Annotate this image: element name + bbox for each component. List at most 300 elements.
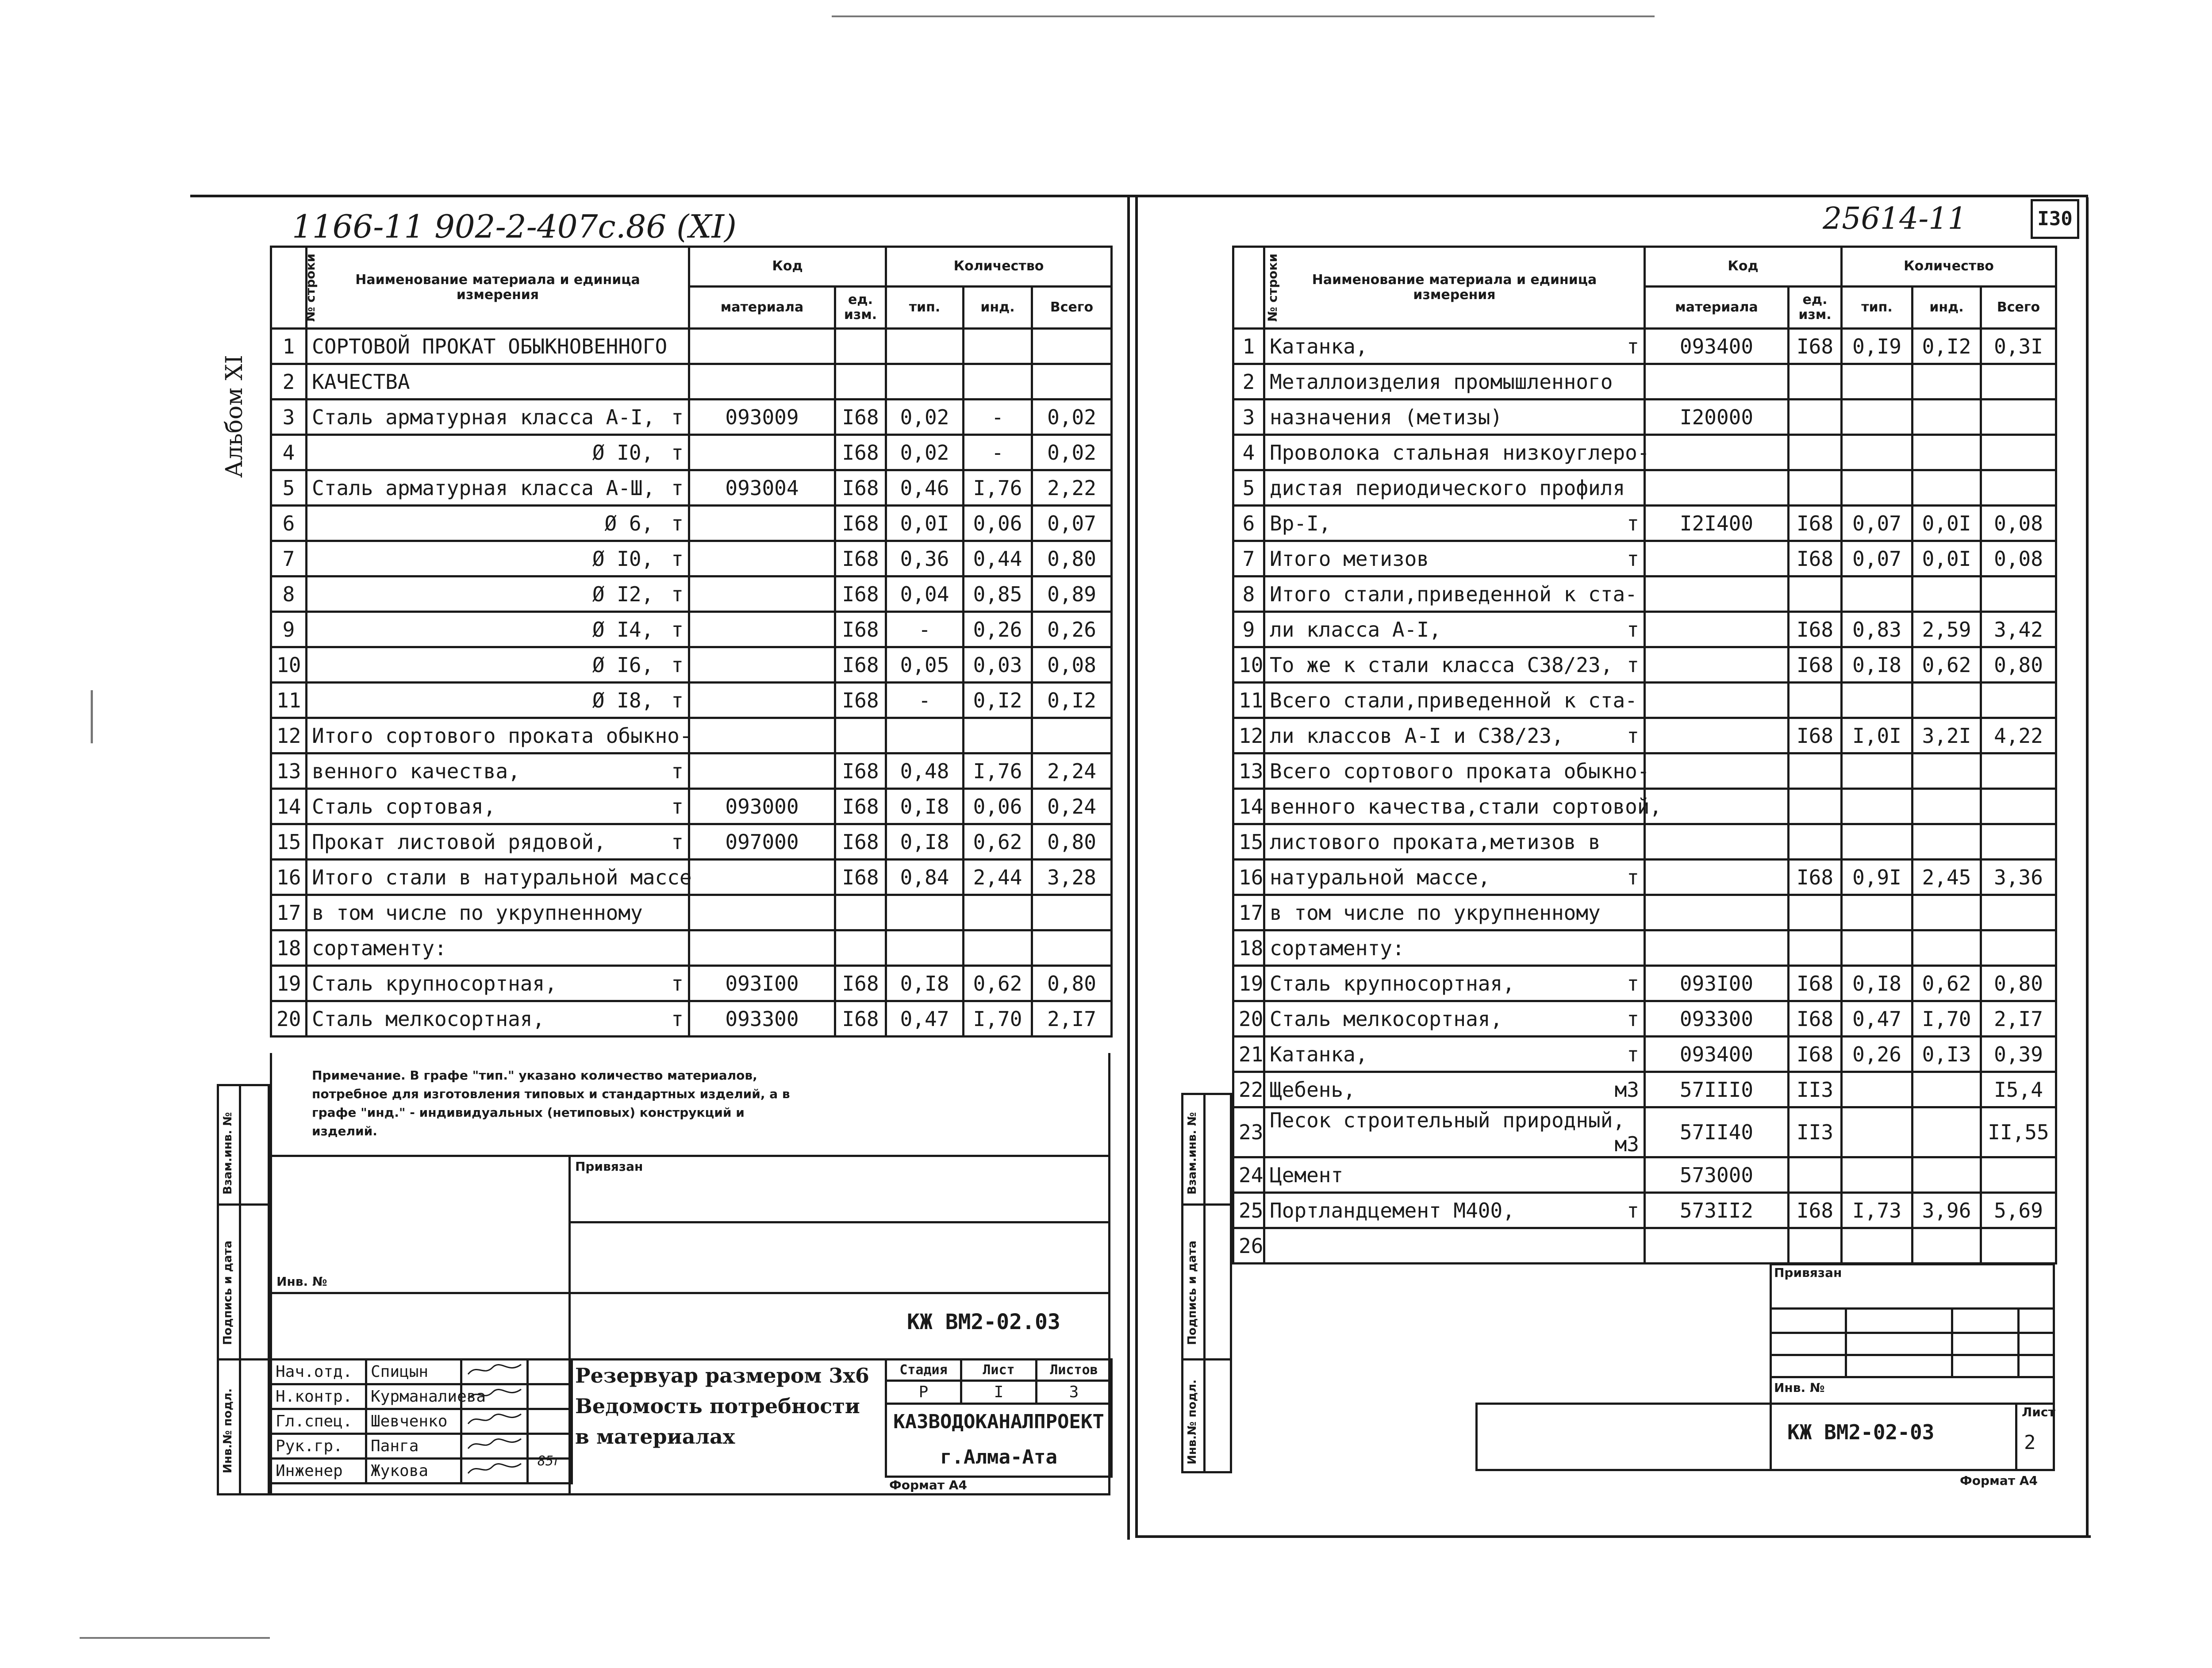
qty-total: II,55 bbox=[1981, 1107, 2056, 1157]
signature-person: Панга bbox=[366, 1434, 461, 1459]
material-name-text: Сталь крупносортная, bbox=[312, 971, 557, 995]
row-number: 9 bbox=[1233, 612, 1264, 647]
left-privyazan: Привязан bbox=[575, 1159, 643, 1174]
unit-code: I68 bbox=[1789, 541, 1842, 576]
material-unit: т bbox=[671, 546, 684, 571]
signature-person: Спицын bbox=[366, 1360, 461, 1384]
signature-mark bbox=[461, 1384, 528, 1409]
qty-ind bbox=[1912, 435, 1981, 470]
right-page-box: I30 bbox=[2031, 199, 2079, 239]
row-number: 1 bbox=[271, 329, 307, 364]
material-name-text: Вр-I, bbox=[1270, 511, 1331, 535]
qty-typ: 0,I8 bbox=[886, 966, 964, 1001]
material-unit: т bbox=[1627, 511, 1639, 535]
col-qty-ind: инд. bbox=[964, 287, 1032, 329]
qty-typ: 0,07 bbox=[1842, 506, 1912, 541]
material-name-text: натуральной массе, bbox=[1270, 865, 1490, 889]
material-name-text: Ø I8, bbox=[592, 688, 654, 712]
unit-code: I68 bbox=[835, 1001, 886, 1037]
material-name bbox=[307, 612, 689, 647]
signature-date-cell bbox=[528, 1360, 572, 1384]
material-code: 093300 bbox=[1645, 1001, 1789, 1037]
unit-code: I68 bbox=[1789, 860, 1842, 895]
qty-typ bbox=[1842, 824, 1912, 860]
material-unit: т bbox=[1627, 1007, 1639, 1031]
left-doc-code: КЖ ВМ2-02.03 bbox=[907, 1310, 1060, 1334]
row-number: 17 bbox=[271, 895, 307, 930]
unit-code bbox=[835, 718, 886, 753]
right-sidebar-inv: Инв.№ подл. bbox=[1186, 1379, 1199, 1464]
qty-total bbox=[1981, 753, 2056, 789]
qty-total bbox=[1032, 930, 1112, 966]
qty-ind bbox=[1912, 895, 1981, 930]
qty-typ: 0,47 bbox=[1842, 1001, 1912, 1037]
qty-typ bbox=[1842, 895, 1912, 930]
qty-total: 2,I7 bbox=[1032, 1001, 1112, 1037]
qty-typ bbox=[1842, 930, 1912, 966]
row-number: 14 bbox=[1233, 789, 1264, 824]
material-code bbox=[1645, 647, 1789, 683]
material-name-text: Всего стали,приведенной к ста- bbox=[1270, 688, 1637, 712]
qty-ind: I,70 bbox=[964, 1001, 1032, 1037]
material-code: 093300 bbox=[689, 1001, 835, 1037]
qty-ind bbox=[1912, 1107, 1981, 1157]
material-name-text: Ø I0, bbox=[592, 546, 654, 571]
qty-total bbox=[1981, 400, 2056, 435]
material-name bbox=[1264, 930, 1645, 966]
qty-total: 0,08 bbox=[1032, 647, 1112, 683]
material-name-text: СОРТОВОЙ ПРОКАТ ОБЫКНОВЕННОГО bbox=[312, 334, 668, 358]
material-unit: т bbox=[671, 759, 684, 783]
stage-value: Р bbox=[886, 1381, 961, 1404]
qty-ind bbox=[1912, 364, 1981, 400]
table-row bbox=[1233, 1228, 2056, 1264]
unit-code: I68 bbox=[835, 470, 886, 506]
org-name: КАЗВОДОКАНАЛПРОЕКТ bbox=[886, 1404, 1112, 1439]
row-number: 13 bbox=[271, 753, 307, 789]
qty-total bbox=[1032, 329, 1112, 364]
qty-typ bbox=[1842, 1072, 1912, 1107]
qty-ind: 0,I2 bbox=[1912, 329, 1981, 364]
unit-code: I68 bbox=[835, 647, 886, 683]
row-number: 7 bbox=[271, 541, 307, 576]
row-number: 13 bbox=[1233, 753, 1264, 789]
row-number: 8 bbox=[1233, 576, 1264, 612]
row-number: 15 bbox=[271, 824, 307, 860]
material-name bbox=[1264, 506, 1645, 541]
row-number: 14 bbox=[271, 789, 307, 824]
material-name-text: Катанка, bbox=[1270, 334, 1368, 358]
qty-typ: 0,0I bbox=[886, 506, 964, 541]
unit-code bbox=[835, 930, 886, 966]
material-code bbox=[1645, 753, 1789, 789]
row-number: 23 bbox=[1233, 1107, 1264, 1157]
unit-code: I68 bbox=[1789, 612, 1842, 647]
qty-typ bbox=[886, 930, 964, 966]
col-code-unit: ед. изм. bbox=[835, 287, 886, 329]
row-number: 22 bbox=[1233, 1072, 1264, 1107]
signature-role: Гл.спец. bbox=[271, 1409, 366, 1434]
unit-code bbox=[1789, 930, 1842, 966]
qty-total: 3,42 bbox=[1981, 612, 2056, 647]
qty-typ: 0,36 bbox=[886, 541, 964, 576]
material-code bbox=[1645, 541, 1789, 576]
col-qty-ind: инд. bbox=[1912, 287, 1981, 329]
unit-code bbox=[835, 364, 886, 400]
qty-ind bbox=[1912, 400, 1981, 435]
material-name-text: Катанка, bbox=[1270, 1042, 1368, 1066]
qty-total bbox=[1981, 364, 2056, 400]
row-number: 19 bbox=[271, 966, 307, 1001]
material-name bbox=[307, 753, 689, 789]
material-code bbox=[1645, 612, 1789, 647]
material-name bbox=[1264, 1072, 1645, 1107]
material-unit: м3 bbox=[1614, 1132, 1639, 1156]
left-note: Примечание. В графе "тип." указано количество материалов, потребное для изготовления типовых и стандартных изделий, а в графе "инд." - индивидуальных (нетиповых) конструкций и изделий. bbox=[312, 1068, 790, 1138]
table-row bbox=[1233, 966, 2056, 1001]
material-code bbox=[689, 718, 835, 753]
material-unit: т bbox=[671, 440, 684, 465]
unit-code: I68 bbox=[835, 612, 886, 647]
material-name-text: Прокат листовой рядовой, bbox=[312, 830, 606, 854]
material-name bbox=[1264, 364, 1645, 400]
material-name bbox=[1264, 470, 1645, 506]
table-row bbox=[1233, 506, 2056, 541]
qty-total bbox=[1981, 789, 2056, 824]
material-name-text: Ø 6, bbox=[604, 511, 654, 535]
material-code bbox=[689, 753, 835, 789]
qty-total: 0,3I bbox=[1981, 329, 2056, 364]
row-number: 24 bbox=[1233, 1157, 1264, 1193]
unit-code: I68 bbox=[1789, 718, 1842, 753]
qty-typ: 0,02 bbox=[886, 435, 964, 470]
material-name bbox=[1264, 647, 1645, 683]
signature-mark bbox=[461, 1360, 528, 1384]
row-number: 2 bbox=[1233, 364, 1264, 400]
material-unit: т bbox=[1627, 617, 1639, 642]
unit-code: I68 bbox=[835, 860, 886, 895]
row-number: 20 bbox=[1233, 1001, 1264, 1037]
qty-total bbox=[1981, 683, 2056, 718]
material-code: 093400 bbox=[1645, 1037, 1789, 1072]
material-name bbox=[1264, 789, 1662, 824]
material-name-text: КАЧЕСТВА bbox=[312, 369, 410, 394]
table-row bbox=[1233, 647, 2056, 683]
row-number: 12 bbox=[271, 718, 307, 753]
row-number: 8 bbox=[271, 576, 307, 612]
qty-typ: I,73 bbox=[1842, 1193, 1912, 1228]
material-code bbox=[1645, 718, 1789, 753]
qty-total: 0,24 bbox=[1032, 789, 1112, 824]
material-code: 097000 bbox=[689, 824, 835, 860]
unit-code: II3 bbox=[1789, 1072, 1842, 1107]
material-code: 573II2 bbox=[1645, 1193, 1789, 1228]
qty-typ bbox=[1842, 1228, 1912, 1264]
material-name bbox=[307, 435, 689, 470]
qty-typ bbox=[886, 895, 964, 930]
material-code bbox=[1645, 824, 1789, 860]
qty-typ bbox=[1842, 576, 1912, 612]
qty-total: 3,28 bbox=[1032, 860, 1112, 895]
material-code: 093004 bbox=[689, 470, 835, 506]
qty-typ bbox=[1842, 1107, 1912, 1157]
material-name bbox=[1264, 435, 1650, 470]
table-row bbox=[271, 789, 1112, 824]
table-row bbox=[271, 966, 1112, 1001]
qty-total bbox=[1981, 824, 2056, 860]
material-unit: т bbox=[671, 653, 684, 677]
material-name-text: Проволока стальная низкоуглеро- bbox=[1270, 440, 1650, 465]
signature-date-cell bbox=[528, 1409, 572, 1434]
material-name-text: Сталь мелкосортная, bbox=[312, 1007, 545, 1031]
qty-total: 0,80 bbox=[1032, 541, 1112, 576]
qty-typ: I,0I bbox=[1842, 718, 1912, 753]
scan-line-left bbox=[91, 690, 93, 743]
qty-typ: - bbox=[886, 683, 964, 718]
unit-code bbox=[1789, 435, 1842, 470]
col-code: Код bbox=[1645, 247, 1842, 287]
table-row bbox=[1233, 683, 2056, 718]
qty-ind: I,70 bbox=[1912, 1001, 1981, 1037]
material-name bbox=[1264, 576, 1645, 612]
qty-typ: 0,26 bbox=[1842, 1037, 1912, 1072]
qty-typ bbox=[1842, 789, 1912, 824]
unit-code: I68 bbox=[1789, 966, 1842, 1001]
handwritten-signature bbox=[466, 1386, 523, 1403]
left-signature-table bbox=[270, 1358, 573, 1484]
signature-row bbox=[271, 1409, 572, 1434]
table-row bbox=[271, 329, 1112, 364]
table-row bbox=[1233, 718, 2056, 753]
material-name bbox=[307, 824, 689, 860]
qty-total bbox=[1981, 895, 2056, 930]
material-unit: т bbox=[1627, 1042, 1639, 1066]
unit-code bbox=[1789, 895, 1842, 930]
qty-ind bbox=[1912, 470, 1981, 506]
material-name bbox=[307, 576, 689, 612]
left-album-label: Альбом XI bbox=[221, 355, 248, 478]
sheet-value: I bbox=[961, 1381, 1037, 1404]
table-row bbox=[271, 541, 1112, 576]
qty-ind: 0,26 bbox=[964, 612, 1032, 647]
qty-typ: 0,9I bbox=[1842, 860, 1912, 895]
unit-code: I68 bbox=[835, 400, 886, 435]
qty-total: 0,80 bbox=[1981, 966, 2056, 1001]
qty-total bbox=[1032, 364, 1112, 400]
material-unit: м3 bbox=[1614, 1077, 1639, 1102]
row-number: 18 bbox=[1233, 930, 1264, 966]
qty-typ: 0,83 bbox=[1842, 612, 1912, 647]
left-inv-no: Инв. № bbox=[276, 1274, 327, 1289]
row-number: 19 bbox=[1233, 966, 1264, 1001]
signature-role: Нач.отд. bbox=[271, 1360, 366, 1384]
table-row bbox=[271, 506, 1112, 541]
row-number: 10 bbox=[271, 647, 307, 683]
col-qty-typ: тип. bbox=[886, 287, 964, 329]
table-row bbox=[1233, 860, 2056, 895]
unit-code bbox=[1789, 576, 1842, 612]
material-name bbox=[307, 860, 692, 895]
material-name bbox=[307, 683, 689, 718]
material-name bbox=[1264, 1157, 1645, 1193]
material-unit: т bbox=[1627, 334, 1639, 358]
material-code: 57II40 bbox=[1645, 1107, 1789, 1157]
material-code bbox=[1645, 364, 1789, 400]
unit-code: I68 bbox=[1789, 647, 1842, 683]
material-name-text: Ø I0, bbox=[592, 440, 654, 465]
handwritten-signature bbox=[466, 1435, 523, 1453]
unit-code bbox=[835, 329, 886, 364]
material-unit: т bbox=[671, 405, 684, 429]
material-name bbox=[307, 400, 689, 435]
left-sidebar-inv: Инв.№ подл. bbox=[221, 1388, 234, 1473]
qty-ind: 3,2I bbox=[1912, 718, 1981, 753]
qty-total: 0,89 bbox=[1032, 576, 1112, 612]
material-code: I20000 bbox=[1645, 400, 1789, 435]
row-number: 6 bbox=[271, 506, 307, 541]
material-name-text: венного качества,стали сортовой, bbox=[1270, 794, 1662, 819]
row-number: 18 bbox=[271, 930, 307, 966]
material-unit: т bbox=[671, 582, 684, 606]
material-name bbox=[307, 506, 689, 541]
unit-code bbox=[1789, 1157, 1842, 1193]
material-code bbox=[689, 506, 835, 541]
qty-typ bbox=[1842, 470, 1912, 506]
row-number: 12 bbox=[1233, 718, 1264, 753]
row-number: 2 bbox=[271, 364, 307, 400]
material-unit: т bbox=[1627, 723, 1639, 748]
row-number: 21 bbox=[1233, 1037, 1264, 1072]
table-row bbox=[271, 824, 1112, 860]
qty-ind: - bbox=[964, 435, 1032, 470]
unit-code: I68 bbox=[835, 824, 886, 860]
unit-code: I68 bbox=[835, 541, 886, 576]
qty-typ: 0,I8 bbox=[886, 789, 964, 824]
qty-ind: 0,06 bbox=[964, 506, 1032, 541]
qty-ind bbox=[1912, 930, 1981, 966]
qty-typ: 0,05 bbox=[886, 647, 964, 683]
material-code bbox=[1645, 860, 1789, 895]
table-row bbox=[271, 895, 1112, 930]
material-name bbox=[307, 470, 689, 506]
qty-typ: 0,48 bbox=[886, 753, 964, 789]
right-sheet bbox=[1133, 0, 2211, 1668]
material-name-text: Цемент bbox=[1270, 1163, 1344, 1187]
material-unit: т bbox=[1627, 653, 1639, 677]
material-unit: т bbox=[671, 1007, 684, 1031]
unit-code: II3 bbox=[1789, 1107, 1842, 1157]
material-name bbox=[1264, 1228, 1645, 1264]
qty-typ: 0,04 bbox=[886, 576, 964, 612]
right-doc-number: 25614-11 bbox=[1823, 201, 1967, 236]
col-code: Код bbox=[689, 247, 886, 287]
col-quantity: Количество bbox=[1842, 247, 2056, 287]
material-name bbox=[307, 789, 689, 824]
material-code bbox=[1645, 683, 1789, 718]
material-unit: т bbox=[671, 971, 684, 995]
unit-code: I68 bbox=[835, 753, 886, 789]
qty-typ bbox=[1842, 400, 1912, 435]
row-number: 6 bbox=[1233, 506, 1264, 541]
material-name bbox=[1264, 824, 1645, 860]
row-number: 4 bbox=[271, 435, 307, 470]
col-row-no: № строки bbox=[1233, 247, 1264, 329]
material-code bbox=[1645, 895, 1789, 930]
qty-ind bbox=[1912, 824, 1981, 860]
qty-ind bbox=[1912, 1072, 1981, 1107]
material-code bbox=[689, 895, 835, 930]
qty-typ: 0,I9 bbox=[1842, 329, 1912, 364]
unit-code: I68 bbox=[1789, 506, 1842, 541]
qty-total bbox=[1981, 470, 2056, 506]
left-sign-date: 85г bbox=[538, 1453, 562, 1469]
table-row bbox=[1233, 895, 2056, 930]
table-row bbox=[271, 718, 1112, 753]
qty-ind bbox=[964, 895, 1032, 930]
qty-total: 0,I2 bbox=[1032, 683, 1112, 718]
table-row bbox=[1233, 1037, 2056, 1072]
qty-total: 0,80 bbox=[1981, 647, 2056, 683]
table-row bbox=[1233, 1193, 2056, 1228]
qty-total: 0,07 bbox=[1032, 506, 1112, 541]
material-name bbox=[307, 930, 689, 966]
sheets-value: 3 bbox=[1037, 1381, 1112, 1404]
table-row bbox=[1233, 753, 2056, 789]
table-row bbox=[1233, 1107, 2056, 1157]
material-code: 093I00 bbox=[689, 966, 835, 1001]
unit-code bbox=[1789, 1228, 1842, 1264]
material-name bbox=[307, 541, 689, 576]
qty-typ bbox=[886, 364, 964, 400]
qty-total bbox=[1032, 895, 1112, 930]
material-name bbox=[1264, 860, 1645, 895]
right-inv-no: Инв. № bbox=[1774, 1380, 1825, 1395]
org-city: г.Алма-Ата bbox=[886, 1439, 1112, 1477]
table-row bbox=[1233, 824, 2056, 860]
unit-code bbox=[1789, 789, 1842, 824]
qty-total bbox=[1981, 576, 2056, 612]
table-row bbox=[271, 647, 1112, 683]
material-unit: т bbox=[671, 794, 684, 819]
material-code bbox=[1645, 576, 1789, 612]
qty-total: 4,22 bbox=[1981, 718, 2056, 753]
row-number: 4 bbox=[1233, 435, 1264, 470]
material-code bbox=[689, 930, 835, 966]
qty-ind: 0,0I bbox=[1912, 506, 1981, 541]
material-name-text: Портландцемент М400, bbox=[1270, 1198, 1515, 1222]
signature-role: Инженер bbox=[271, 1459, 366, 1484]
row-number: 10 bbox=[1233, 647, 1264, 683]
qty-typ bbox=[1842, 753, 1912, 789]
material-unit: т bbox=[671, 617, 684, 642]
qty-total: 0,02 bbox=[1032, 400, 1112, 435]
material-name-text: Щебень, bbox=[1270, 1077, 1356, 1102]
qty-typ: 0,46 bbox=[886, 470, 964, 506]
material-name bbox=[1264, 541, 1645, 576]
signature-row bbox=[271, 1434, 572, 1459]
qty-typ bbox=[1842, 435, 1912, 470]
material-name-text: ли класса А-I, bbox=[1270, 617, 1441, 642]
qty-ind: I,76 bbox=[964, 753, 1032, 789]
material-name bbox=[307, 966, 689, 1001]
material-name bbox=[307, 895, 689, 930]
row-number: 9 bbox=[271, 612, 307, 647]
material-name bbox=[1264, 329, 1645, 364]
qty-total: 0,80 bbox=[1032, 824, 1112, 860]
row-number: 17 bbox=[1233, 895, 1264, 930]
qty-ind: 0,62 bbox=[964, 966, 1032, 1001]
signature-person: Жукова bbox=[366, 1459, 461, 1484]
